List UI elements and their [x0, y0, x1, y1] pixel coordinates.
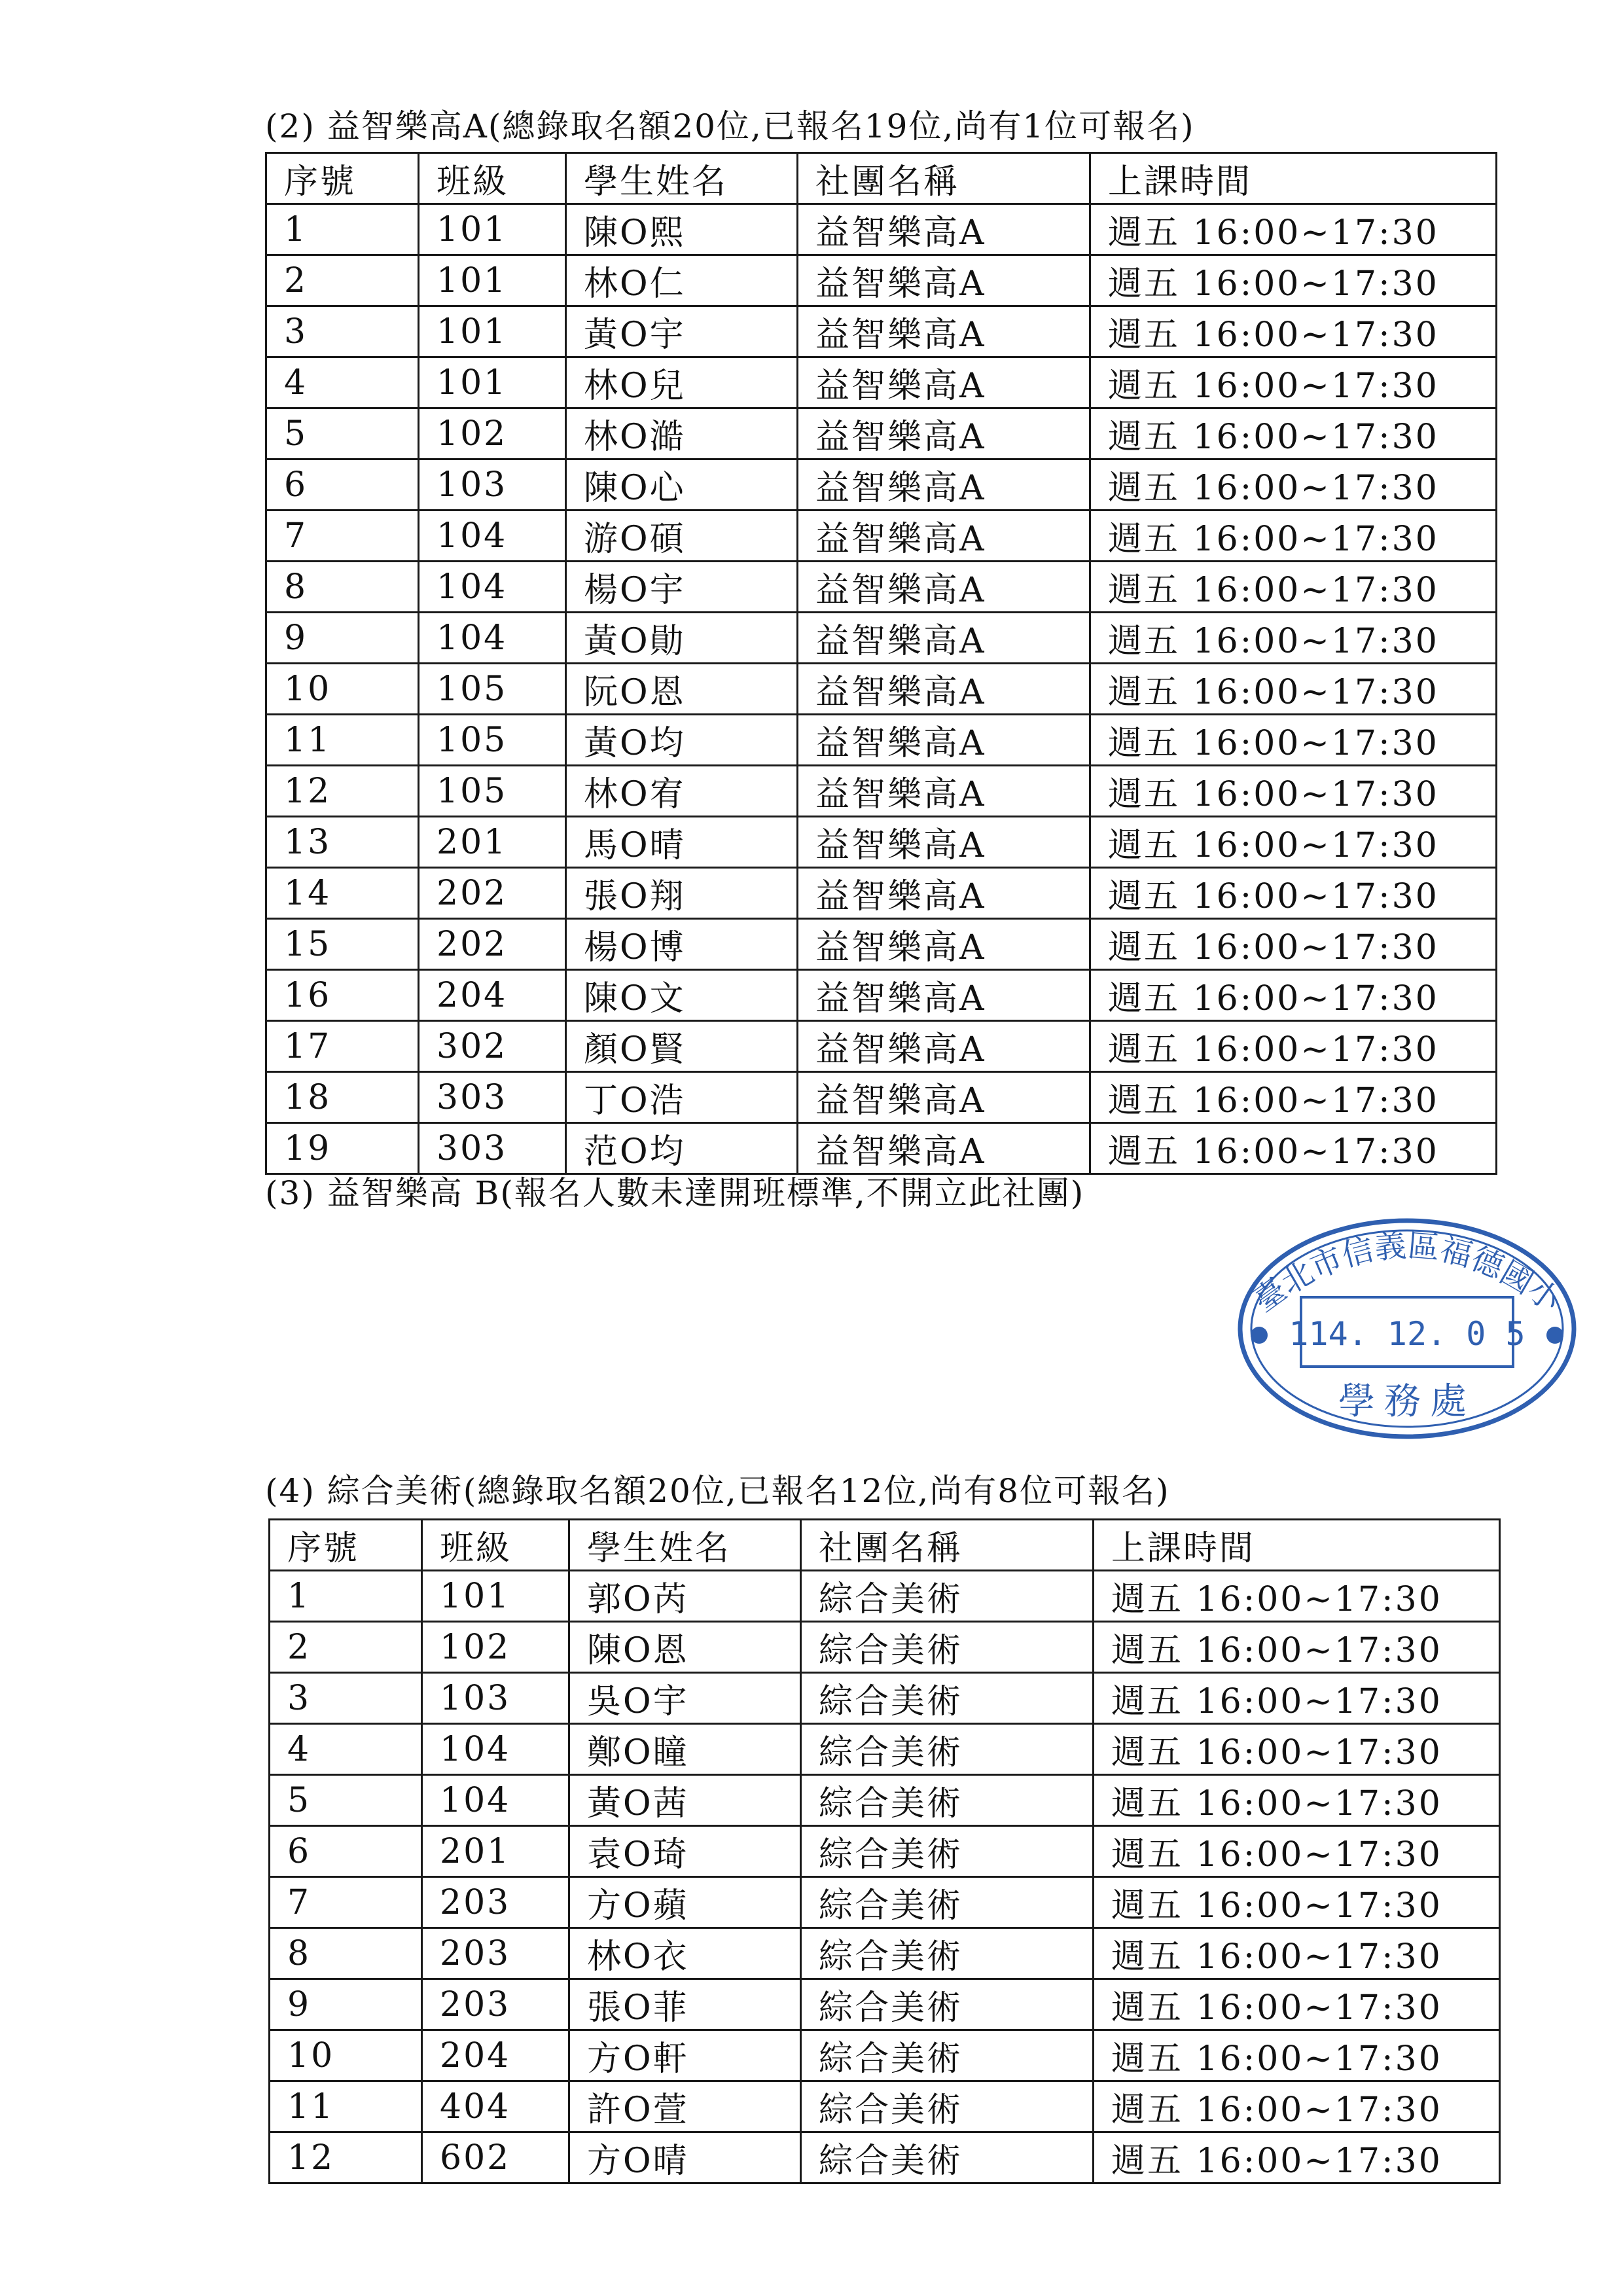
cell-club-name: 綜合美術: [801, 2132, 1094, 2183]
cell-club-name: 益智樂高A: [798, 562, 1090, 613]
table-row: [270, 1775, 1500, 1826]
cell-class-time: 週五 16:00~17:30: [1094, 1724, 1500, 1775]
cell-club-name: 綜合美術: [801, 2081, 1094, 2132]
cell-club-name: 益智樂高A: [798, 306, 1090, 357]
cell-class: 404: [422, 2081, 569, 2132]
table-row: [270, 1979, 1500, 2030]
cell-seq: 5: [270, 1775, 422, 1826]
cell-club-name: 益智樂高A: [798, 664, 1090, 715]
cell-class: 104: [422, 1724, 569, 1775]
cell-class: 602: [422, 2132, 569, 2183]
header-class-time: 上課時間: [1094, 1520, 1500, 1571]
cell-class-time: 週五 16:00~17:30: [1094, 1622, 1500, 1673]
cell-seq: 11: [266, 715, 419, 766]
section-title-art: (4) 綜合美術(總錄取名額20位,已報名12位,尚有8位可報名): [265, 1472, 1170, 1510]
table-row: [266, 970, 1497, 1021]
cell-class: 203: [422, 1877, 569, 1928]
cell-class: 102: [422, 1622, 569, 1673]
header-student-name: 學生姓名: [566, 153, 798, 204]
cell-class: 105: [419, 715, 566, 766]
cell-class-time: 週五 16:00~17:30: [1094, 1775, 1500, 1826]
cell-seq: 5: [266, 408, 419, 459]
cell-seq: 2: [270, 1622, 422, 1673]
header-student-name: 學生姓名: [569, 1520, 801, 1571]
cell-class: 101: [419, 306, 566, 357]
cell-class-time: 週五 16:00~17:30: [1094, 1571, 1500, 1622]
header-class: 班級: [419, 153, 566, 204]
cell-class-time: 週五 16:00~17:30: [1094, 1928, 1500, 1979]
cell-club-name: 益智樂高A: [798, 408, 1090, 459]
table-row: [266, 306, 1497, 357]
cell-class-time: 週五 16:00~17:30: [1094, 1673, 1500, 1724]
table-row: [266, 919, 1497, 970]
cell-seq: 9: [270, 1979, 422, 2030]
cell-seq: 6: [266, 459, 419, 511]
cell-club-name: 綜合美術: [801, 2030, 1094, 2081]
cell-class-time: 週五 16:00~17:30: [1094, 2030, 1500, 2081]
header-seq: 序號: [266, 153, 419, 204]
cell-seq: 7: [270, 1877, 422, 1928]
stamp-flower-left-icon: [1251, 1327, 1268, 1344]
table-row: [270, 1877, 1500, 1928]
cell-student-name: 方O軒: [569, 2030, 801, 2081]
cell-seq: 2: [266, 255, 419, 306]
cell-class: 101: [419, 255, 566, 306]
stamp-org-name: 臺北市信義區福德國小: [1247, 1227, 1567, 1320]
cell-club-name: 益智樂高A: [798, 715, 1090, 766]
cell-class: 203: [422, 1928, 569, 1979]
cell-class-time: 週五 16:00~17:30: [1094, 2081, 1500, 2132]
cell-class: 303: [419, 1123, 566, 1174]
cell-club-name: 益智樂高A: [798, 459, 1090, 511]
table-row: [266, 817, 1497, 868]
table-row: [270, 2081, 1500, 2132]
table-row: [266, 408, 1497, 459]
cell-seq: 9: [266, 613, 419, 664]
cell-class-time: 週五 16:00~17:30: [1090, 255, 1497, 306]
roster-table-lego-a: [265, 152, 1497, 1175]
cell-class-time: 週五 16:00~17:30: [1094, 1877, 1500, 1928]
cell-seq: 4: [270, 1724, 422, 1775]
section-title-lego-b: (3) 益智樂高 B(報名人數未達開班標準,不開立此社團): [265, 1174, 1085, 1212]
table-row: [266, 664, 1497, 715]
cell-student-name: 方O蘋: [569, 1877, 801, 1928]
cell-student-name: 方O晴: [569, 2132, 801, 2183]
cell-student-name: 范O均: [566, 1123, 798, 1174]
cell-class: 105: [419, 766, 566, 817]
header-club-name: 社團名稱: [801, 1520, 1094, 1571]
cell-class-time: 週五 16:00~17:30: [1090, 613, 1497, 664]
table-row: [270, 1673, 1500, 1724]
cell-class-time: 週五 16:00~17:30: [1090, 970, 1497, 1021]
cell-student-name: 陳O文: [566, 970, 798, 1021]
cell-class-time: 週五 16:00~17:30: [1090, 766, 1497, 817]
cell-student-name: 吳O宇: [569, 1673, 801, 1724]
cell-club-name: 益智樂高A: [798, 1021, 1090, 1072]
cell-seq: 16: [266, 970, 419, 1021]
cell-club-name: 益智樂高A: [798, 357, 1090, 408]
cell-seq: 8: [266, 562, 419, 613]
cell-seq: 10: [270, 2030, 422, 2081]
table-header-row: [266, 153, 1497, 204]
cell-class-time: 週五 16:00~17:30: [1090, 868, 1497, 919]
table-row: [270, 1826, 1500, 1877]
header-club-name: 社團名稱: [798, 153, 1090, 204]
cell-seq: 1: [270, 1571, 422, 1622]
cell-club-name: 益智樂高A: [798, 1123, 1090, 1174]
cell-student-name: 張O菲: [569, 1979, 801, 2030]
table-row: [266, 715, 1497, 766]
table-row: [266, 1021, 1497, 1072]
cell-club-name: 益智樂高A: [798, 868, 1090, 919]
cell-club-name: 益智樂高A: [798, 766, 1090, 817]
cell-seq: 1: [266, 204, 419, 255]
cell-seq: 7: [266, 511, 419, 562]
cell-student-name: 林O宥: [566, 766, 798, 817]
cell-club-name: 綜合美術: [801, 1571, 1094, 1622]
cell-club-name: 綜合美術: [801, 1826, 1094, 1877]
cell-club-name: 綜合美術: [801, 1673, 1094, 1724]
cell-class-time: 週五 16:00~17:30: [1094, 1826, 1500, 1877]
cell-student-name: 陳O恩: [569, 1622, 801, 1673]
table-row: [266, 255, 1497, 306]
cell-student-name: 顏O賢: [566, 1021, 798, 1072]
cell-class-time: 週五 16:00~17:30: [1090, 664, 1497, 715]
header-seq: 序號: [270, 1520, 422, 1571]
cell-club-name: 綜合美術: [801, 1979, 1094, 2030]
cell-club-name: 益智樂高A: [798, 255, 1090, 306]
table-row: [266, 868, 1497, 919]
table-row: [266, 1123, 1497, 1174]
table-row: [266, 766, 1497, 817]
roster-table-art: [268, 1518, 1501, 2184]
cell-club-name: 綜合美術: [801, 1622, 1094, 1673]
cell-club-name: 益智樂高A: [798, 204, 1090, 255]
cell-seq: 3: [270, 1673, 422, 1724]
cell-seq: 4: [266, 357, 419, 408]
cell-class-time: 週五 16:00~17:30: [1090, 357, 1497, 408]
cell-student-name: 黃O茜: [569, 1775, 801, 1826]
cell-class: 204: [419, 970, 566, 1021]
cell-seq: 6: [270, 1826, 422, 1877]
cell-club-name: 益智樂高A: [798, 1072, 1090, 1123]
cell-student-name: 林O仁: [566, 255, 798, 306]
table-row: [270, 1571, 1500, 1622]
cell-student-name: 阮O恩: [566, 664, 798, 715]
cell-class: 101: [419, 204, 566, 255]
cell-class: 302: [419, 1021, 566, 1072]
cell-student-name: 楊O博: [566, 919, 798, 970]
table-header-row: [270, 1520, 1500, 1571]
cell-student-name: 鄭O瞳: [569, 1724, 801, 1775]
cell-seq: 14: [266, 868, 419, 919]
cell-class-time: 週五 16:00~17:30: [1090, 408, 1497, 459]
table-row: [270, 1928, 1500, 1979]
table-row: [266, 613, 1497, 664]
cell-student-name: 袁O琦: [569, 1826, 801, 1877]
cell-student-name: 林O澔: [566, 408, 798, 459]
cell-class-time: 週五 16:00~17:30: [1090, 919, 1497, 970]
cell-student-name: 黃O勛: [566, 613, 798, 664]
cell-class: 101: [422, 1571, 569, 1622]
stamp-dept: 學務處: [1338, 1380, 1476, 1423]
cell-class: 201: [419, 817, 566, 868]
cell-class: 202: [419, 868, 566, 919]
cell-seq: 11: [270, 2081, 422, 2132]
cell-class-time: 週五 16:00~17:30: [1090, 1021, 1497, 1072]
cell-club-name: 益智樂高A: [798, 919, 1090, 970]
cell-student-name: 游O碩: [566, 511, 798, 562]
cell-club-name: 益智樂高A: [798, 511, 1090, 562]
cell-class: 201: [422, 1826, 569, 1877]
cell-student-name: 林O衣: [569, 1928, 801, 1979]
cell-student-name: 許O萱: [569, 2081, 801, 2132]
cell-seq: 15: [266, 919, 419, 970]
school-office-stamp: [1230, 1211, 1584, 1446]
cell-class: 202: [419, 919, 566, 970]
cell-class: 103: [419, 459, 566, 511]
cell-class: 204: [422, 2030, 569, 2081]
cell-class-time: 週五 16:00~17:30: [1090, 459, 1497, 511]
cell-seq: 17: [266, 1021, 419, 1072]
table-row: [266, 459, 1497, 511]
cell-class: 104: [419, 613, 566, 664]
table-row: [270, 2132, 1500, 2183]
cell-seq: 12: [266, 766, 419, 817]
cell-club-name: 益智樂高A: [798, 970, 1090, 1021]
cell-student-name: 張O翔: [566, 868, 798, 919]
stamp-date: 114. 12. 0 5: [1289, 1315, 1525, 1353]
table-row: [270, 1622, 1500, 1673]
table-row: [266, 511, 1497, 562]
header-class-time: 上課時間: [1090, 153, 1497, 204]
cell-student-name: 陳O心: [566, 459, 798, 511]
cell-club-name: 綜合美術: [801, 1724, 1094, 1775]
cell-seq: 10: [266, 664, 419, 715]
cell-seq: 3: [266, 306, 419, 357]
cell-student-name: 黃O宇: [566, 306, 798, 357]
cell-student-name: 郭O芮: [569, 1571, 801, 1622]
cell-class: 101: [419, 357, 566, 408]
cell-seq: 18: [266, 1072, 419, 1123]
cell-class-time: 週五 16:00~17:30: [1090, 1072, 1497, 1123]
cell-club-name: 綜合美術: [801, 1877, 1094, 1928]
cell-class: 102: [419, 408, 566, 459]
cell-class-time: 週五 16:00~17:30: [1090, 204, 1497, 255]
cell-class-time: 週五 16:00~17:30: [1094, 1979, 1500, 2030]
cell-seq: 12: [270, 2132, 422, 2183]
cell-seq: 13: [266, 817, 419, 868]
cell-student-name: 黃O均: [566, 715, 798, 766]
cell-class: 104: [419, 562, 566, 613]
cell-class: 104: [422, 1775, 569, 1826]
cell-student-name: 馬O晴: [566, 817, 798, 868]
cell-class-time: 週五 16:00~17:30: [1090, 1123, 1497, 1174]
header-class: 班級: [422, 1520, 569, 1571]
cell-class: 104: [419, 511, 566, 562]
cell-student-name: 楊O宇: [566, 562, 798, 613]
cell-class: 103: [422, 1673, 569, 1724]
section-title-lego-a: (2) 益智樂高A(總錄取名額20位,已報名19位,尚有1位可報名): [265, 107, 1195, 145]
cell-class-time: 週五 16:00~17:30: [1090, 817, 1497, 868]
cell-student-name: 陳O熙: [566, 204, 798, 255]
cell-club-name: 益智樂高A: [798, 817, 1090, 868]
table-row: [270, 2030, 1500, 2081]
cell-student-name: 林O兒: [566, 357, 798, 408]
cell-seq: 19: [266, 1123, 419, 1174]
table-row: [266, 357, 1497, 408]
cell-class: 303: [419, 1072, 566, 1123]
table-row: [266, 562, 1497, 613]
cell-club-name: 綜合美術: [801, 1775, 1094, 1826]
cell-class-time: 週五 16:00~17:30: [1090, 306, 1497, 357]
stamp-flower-right-icon: [1546, 1327, 1563, 1344]
cell-class-time: 週五 16:00~17:30: [1094, 2132, 1500, 2183]
table-row: [266, 204, 1497, 255]
table-row: [270, 1724, 1500, 1775]
cell-class-time: 週五 16:00~17:30: [1090, 715, 1497, 766]
cell-class: 105: [419, 664, 566, 715]
cell-class: 203: [422, 1979, 569, 2030]
cell-club-name: 綜合美術: [801, 1928, 1094, 1979]
cell-student-name: 丁O浩: [566, 1072, 798, 1123]
cell-class-time: 週五 16:00~17:30: [1090, 562, 1497, 613]
cell-seq: 8: [270, 1928, 422, 1979]
cell-class-time: 週五 16:00~17:30: [1090, 511, 1497, 562]
table-row: [266, 1072, 1497, 1123]
cell-club-name: 益智樂高A: [798, 613, 1090, 664]
